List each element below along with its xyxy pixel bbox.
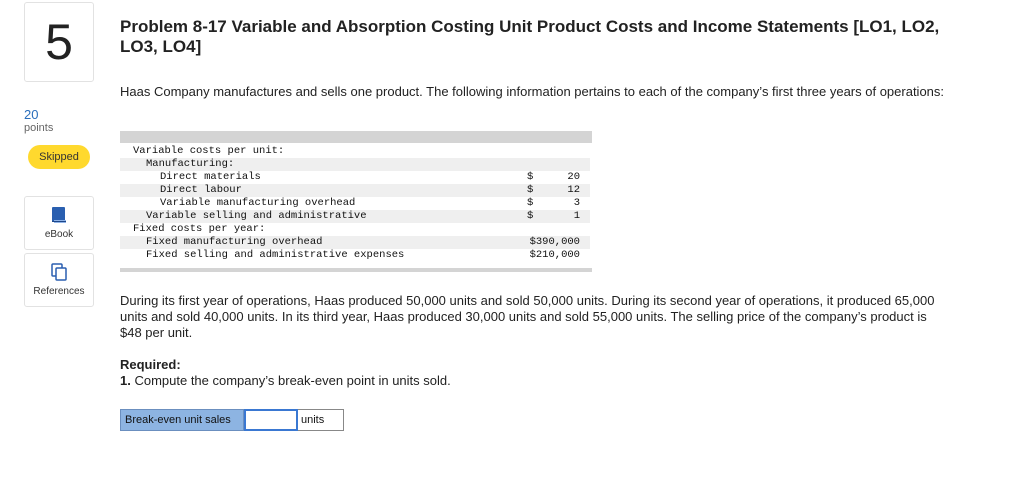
- fixed-selling-admin-label: Fixed selling and administrative expenses: [146, 249, 405, 261]
- problem-title: Problem 8-17 Variable and Absorption Costing Unit Product Costs and Income Statements [LO1, LO2, LO3, LO4]: [120, 17, 940, 56]
- problem-intro: Haas Company manufactures and sells one product. The following information pertains to each of the company’s first three years of operations:: [120, 84, 945, 99]
- table-row: [120, 171, 590, 184]
- table-row: [120, 197, 590, 210]
- fixed-selling-admin-amount: $210,000: [529, 249, 580, 261]
- variable-mfg-overhead-label: Variable manufacturing overhead: [160, 197, 356, 209]
- table-row: [120, 236, 590, 249]
- question-rail: [0, 0, 110, 498]
- direct-materials-amount: 20: [567, 171, 580, 183]
- variable-mfg-overhead-amount: 3: [573, 197, 580, 209]
- ebook-label: eBook: [44, 229, 74, 240]
- status-badge: Skipped: [28, 145, 90, 169]
- required-item-number: 1.: [120, 373, 131, 388]
- required-item: [120, 373, 451, 388]
- currency-symbol: $: [527, 184, 534, 196]
- manufacturing-header: Manufacturing:: [146, 158, 235, 170]
- variable-selling-admin-label: Variable selling and administrative: [146, 210, 367, 222]
- variable-costs-header: Variable costs per unit:: [133, 145, 285, 157]
- table-row: [120, 223, 590, 236]
- problem-details: During its first year of operations, Haas produced 50,000 units and sold 50,000 units. During its second year of operations, it produced 65,000 units and sold 40,000 units. In its third year, Haas produced 30,000 units and sold 55,000 units. The selling price of the company’s product is $48 per unit.: [120, 293, 935, 340]
- points-label: points: [24, 122, 54, 134]
- fixed-mfg-overhead-label: Fixed manufacturing overhead: [146, 236, 323, 248]
- direct-labour-label: Direct labour: [160, 184, 242, 196]
- currency-symbol: $: [527, 171, 534, 183]
- answer-unit: units: [298, 409, 344, 431]
- question-number: 5: [24, 2, 94, 82]
- cost-data-table: [120, 131, 592, 272]
- table-row: [120, 145, 590, 158]
- ebook-button[interactable]: [24, 196, 94, 250]
- currency-symbol: $: [527, 210, 534, 222]
- copy-pages-icon: [51, 263, 67, 281]
- variable-selling-admin-amount: 1: [573, 210, 580, 222]
- references-button[interactable]: [24, 253, 94, 307]
- break-even-units-input[interactable]: [244, 409, 298, 431]
- currency-symbol: $: [527, 197, 534, 209]
- answer-row: [120, 409, 344, 431]
- required-label: Required:: [120, 357, 181, 372]
- answer-label: Break-even unit sales: [120, 409, 244, 431]
- references-label: References: [33, 286, 85, 297]
- direct-labour-amount: 12: [567, 184, 580, 196]
- table-row: [120, 184, 590, 197]
- points-value: 20: [24, 107, 39, 122]
- fixed-mfg-overhead-amount: $390,000: [529, 236, 580, 248]
- table-row: [120, 249, 590, 262]
- required-item-text: Compute the company’s break-even point in units sold.: [130, 373, 451, 388]
- fixed-costs-header: Fixed costs per year:: [133, 223, 266, 235]
- direct-materials-label: Direct materials: [160, 171, 261, 183]
- table-row: [120, 210, 590, 223]
- book-icon: [51, 206, 67, 224]
- table-row: [120, 158, 590, 171]
